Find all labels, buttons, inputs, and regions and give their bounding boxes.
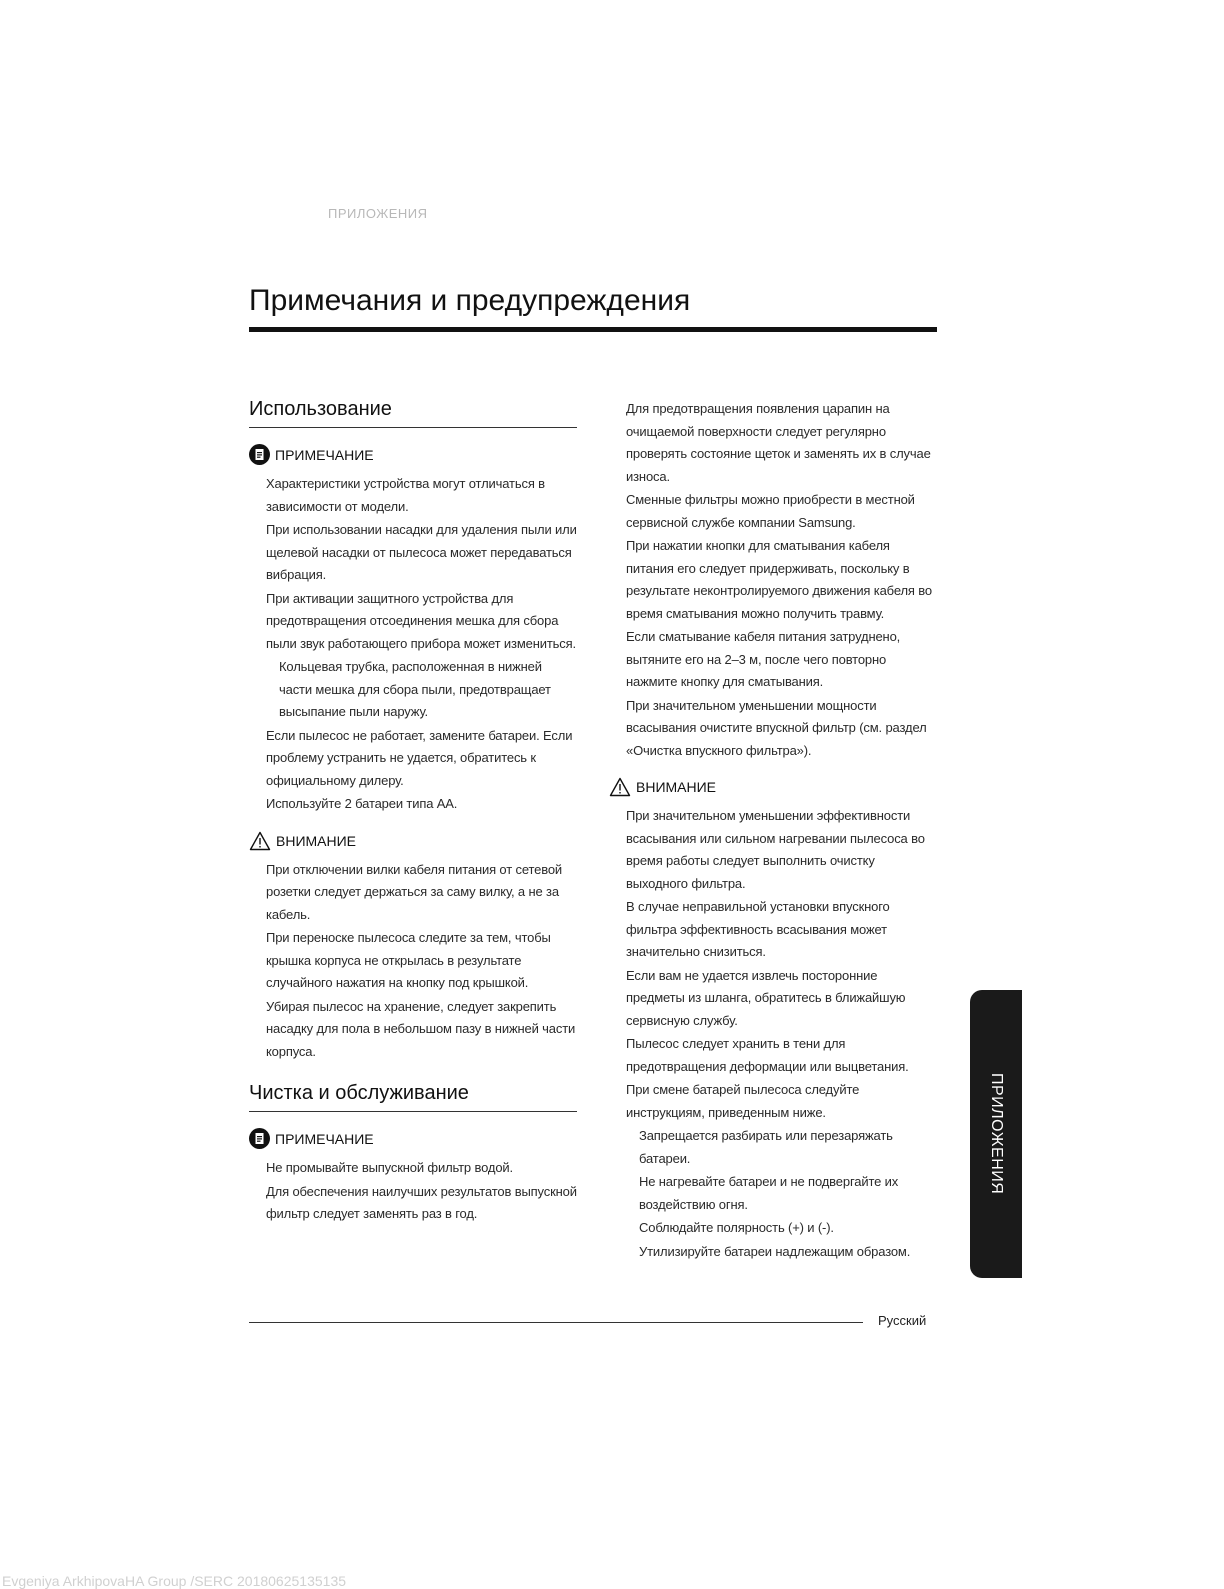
usage-heading: Использование <box>249 398 577 428</box>
list-item: При значительном уменьшении эффективности всасывания или сильном нагревании пылесоса во время работы следует выполнить очистку выходного фильтра. <box>626 808 925 891</box>
cleaning-note-list <box>249 1157 577 1226</box>
cleaning-note-header <box>249 1128 577 1149</box>
section-label: ПРИЛОЖЕНИЯ <box>328 206 428 221</box>
note-icon <box>249 444 270 465</box>
list-item: При использовании насадки для удаления пыли или щелевой насадки от пылесоса может передаваться вибрация. <box>266 522 577 582</box>
list-item: При значительном уменьшении мощности всасывания очистите впускной фильтр (см. раздел «Очистка впускного фильтра»). <box>626 697 927 758</box>
side-section-tab[interactable] <box>970 990 1022 1278</box>
list-subitem: Соблюдайте полярность (+) и (-). <box>639 1220 834 1235</box>
list-item: Если сматывание кабеля питания затруднено, вытяните его на 2–3 м, после чего повторно нажмите кнопку для сматывания. <box>626 629 901 689</box>
list-item: Убирая пылесос на хранение, следует закрепить насадку для пола в небольшом пазу в нижней части корпуса. <box>266 998 576 1059</box>
list-subitem: Утилизируйте батареи надлежащим образом. <box>639 1243 911 1259</box>
list-subitem: Не нагревайте батареи и не подвергайте их воздействию огня. <box>639 1174 899 1212</box>
note-icon <box>249 1128 270 1149</box>
list-item: Характеристики устройства могут отличаться в зависимости от модели. <box>266 476 545 514</box>
warning-icon <box>609 777 631 797</box>
list-item: Если вам не удается извлечь посторонние предметы из шланга, обратитесь в ближайшую сервисную службу. <box>626 967 906 1028</box>
list-item: Используйте 2 батареи типа AA. <box>266 796 458 811</box>
list-item: В случае неправильной установки впускного фильтра эффективность всасывания может значительно снизиться. <box>626 899 890 959</box>
cleaning-heading: Чистка и обслуживание <box>249 1082 577 1112</box>
usage-warning-header <box>249 831 577 851</box>
list-item: Сменные фильтры можно приобрести в местной сервисной службе компании Samsung. <box>626 492 915 530</box>
usage-note-label: ПРИМЕЧАНИЕ <box>275 446 374 463</box>
cleaning-warning-label: ВНИМАНИЕ <box>636 779 717 795</box>
list-item: При активации защитного устройства для предотвращения отсоединения мешка для сбора пыли звук работающего прибора может измениться. <box>266 590 576 651</box>
watermark: Evgeniya ArkhipovaHA Group /SERC 20180625135135 <box>2 1573 347 1589</box>
list-item: Не промывайте выпускной фильтр водой. <box>266 1160 513 1175</box>
footer-language: Русский <box>878 1313 927 1328</box>
list-item: При смене батарей пылесоса следуйте инструкциям, приведенным ниже. <box>626 1082 860 1120</box>
list-item: Для предотвращения появления царапин на очищаемой поверхности следует регулярно проверять состояние щеток и заменять их в случае износа. <box>626 401 931 484</box>
title-rule <box>249 327 937 332</box>
page-title: Примечания и предупреждения <box>249 284 691 317</box>
usage-note-header <box>249 444 577 465</box>
usage-note-list <box>249 473 577 816</box>
list-subitem: Кольцевая трубка, расположенная в нижней части мешка для сбора пыли, предотвращает высыпание пыли наружу. <box>279 659 551 719</box>
warning-icon <box>249 831 271 851</box>
left-column <box>249 398 577 1227</box>
list-item: При отключении вилки кабеля питания от сетевой розетки следует держаться за саму вилку, а не за кабель. <box>266 861 563 922</box>
footer-rule <box>249 1322 863 1323</box>
list-item: Пылесос следует хранить в тени для предотвращения деформации или выцветания. <box>626 1036 909 1074</box>
cleaning-note-label: ПРИМЕЧАНИЕ <box>275 1130 374 1147</box>
right-column <box>609 398 939 1264</box>
list-item: Для обеспечения наилучших результатов выпускной фильтр следует заменять раз в год. <box>266 1183 577 1221</box>
side-tab-label: ПРИЛОЖЕНИЯ <box>988 1073 1005 1195</box>
cleaning-note-list-continued <box>609 398 939 762</box>
list-item: При переноске пылесоса следите за тем, чтобы крышка корпуса не открылась в результате случайного нажатия на кнопку под крышкой. <box>266 930 551 990</box>
cleaning-warning-list <box>609 805 939 1263</box>
list-item: Если пылесос не работает, замените батареи. Если проблему устранить не удается, обратитесь к официальному дилеру. <box>266 727 573 788</box>
list-subitem: Запрещается разбирать или перезаряжать батареи. <box>639 1128 893 1166</box>
cleaning-warning-header <box>609 777 939 797</box>
usage-warning-list <box>249 859 577 1064</box>
usage-warning-label: ВНИМАНИЕ <box>276 832 357 849</box>
list-item: При нажатии кнопки для сматывания кабеля питания его следует придерживать, поскольку в результате неконтролируемого движения кабеля во время сматывания можно получить травму. <box>626 538 932 621</box>
